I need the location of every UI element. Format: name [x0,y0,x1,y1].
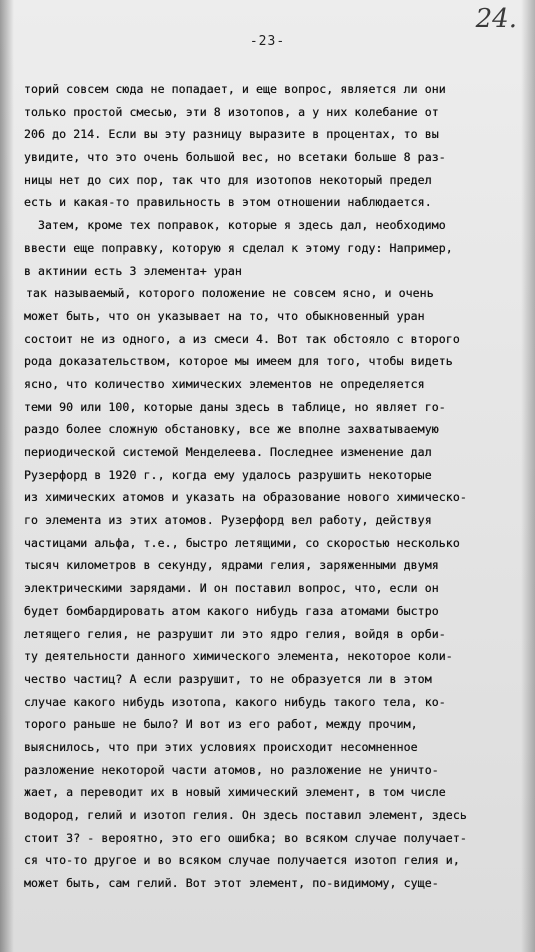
text-line: торого раньше не было? И вот из его работ, между прочим, [24,717,418,732]
text-line: жает, а переводит их в новый химический элемент, в том числе [24,785,446,800]
text-line: может быть, что он указывает на то, что обыкновенный уран [24,308,425,323]
page-number: -23- [249,34,286,49]
text-line: будет бомбардировать атом какого нибудь газа атомами быстро [24,603,439,618]
text-line: стоит 3? - вероятно, это его ошибка; во всяком случае получает- [24,830,467,845]
text-line: есть и какая-то правильность в этом отношении наблюдается. [24,195,432,210]
text-line: водород, гелий и изотоп гелия. Он здесь поставил элемент, здесь [24,808,467,822]
text-line: из химических атомов и указать на образование нового химическо- [24,490,467,505]
text-line: 206 до 214. Если вы эту разницу выразите в процентах, то вы [24,127,439,142]
text-line: увидите, что это очень большой вес, но всетаки больше 8 раз- [24,150,446,165]
text-line: ницы нет до сих пор, так что для изотопов некоторый предел [24,172,432,187]
text-line: ясно, что количество химических элементов не определяется [24,376,425,391]
text-line: ту деятельности данного химического элемента, некоторое коли- [24,649,453,664]
text-line: так называемый, которого положение не совсем ясно, и очень [26,286,434,301]
text-line: Затем, кроме тех поправок, которые я здесь дал, необходимо [38,218,446,233]
scan-left-edge [0,0,14,952]
text-line: чество частиц? А если разрушит, то не образуется ли в этом [24,671,432,686]
text-line: Рузерфорд в 1920 г., когда ему удалось разрушить некоторые [24,467,432,482]
text-line: рода доказательством, которое мы имеем для того, чтобы видеть [24,354,453,369]
text-line: состоит не из одного, а из смеси 4. Вот так обстояло с второго [24,331,460,346]
text-line: торий совсем сюда не попадает, и еще вопрос, является ли они [24,82,446,96]
text-line: в актинии есть 3 элемента+ уран [24,263,242,278]
text-line: ся что-то другое и во всяком случае получается изотоп гелия и, [24,853,460,868]
text-line: ввести еще поправку, которую я сделал к этому году: Например, [24,240,453,255]
text-line: го элемента из этих атомов. Рузерфорд вел работу, действуя [24,513,432,528]
text-line: тысяч километров в секунду, ядрами гелия, заряженными двумя [24,558,439,573]
text-line: разложение некоторой части атомов, но разложение не уничто- [24,762,439,777]
text-line: летящего гелия, не разрушит ли это ядро гелия, войдя в орби- [24,626,446,641]
text-line: только простой смесью, эти 8 изотопов, а у них колебание от [24,104,439,119]
text-line: выяснилось, что при этих условиях происходит несомненное [24,739,418,754]
text-line: электрическими зарядами. И он поставил вопрос, что, если он [24,581,439,596]
text-line: частицами альфа, т.е., быстро летящими, со скоростью несколько [24,535,460,550]
text-line: периодической системой Менделеева. Последнее изменение дал [24,445,432,459]
text-line: раздо более сложную обстановку, все же вполне захватываемую [24,422,439,437]
text-line: случае какого нибудь изотопа, какого нибудь такого тела, ко- [24,694,446,709]
text-line: может быть, сам гелий. Вот этот элемент, по-видимому, суще- [24,876,439,891]
handwritten-folio-number: 24. [475,4,517,34]
typewritten-body [24,78,529,895]
text-line: теми 90 или 100, которые даны здесь в таблице, но являет го- [24,399,446,414]
